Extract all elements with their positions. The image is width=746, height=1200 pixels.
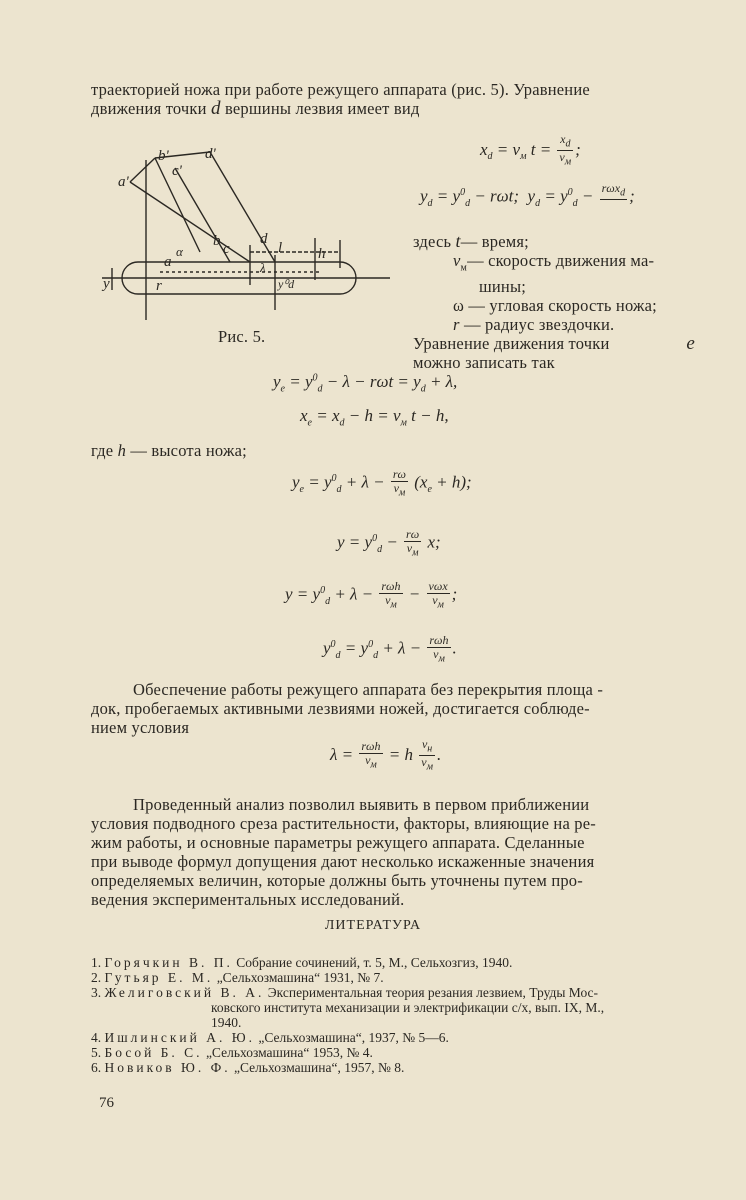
formula-y: $y = y^0_d$ − $\frac{r\omega}{v_м}$ x; (337, 527, 441, 559)
formula-lambda: λ = $\frac{\text{rωh}}{v_м}$ = h $\frac{v_н}{v_м}$ . (330, 737, 442, 773)
svg-text:y: y (103, 276, 110, 292)
formula-xe: $x_e = x_d - h = v_м$ t − h, (300, 406, 449, 429)
figure-caption: Рис. 5. (218, 327, 266, 346)
intro-text (91, 80, 701, 118)
svg-text:a: a (164, 254, 172, 270)
page-number: 76 (99, 1095, 114, 1111)
intro-line-1: траекторией ножа при работе режущего аппарата (рис. 5). Уравнение (91, 80, 590, 99)
ref-5: 5. Босой Б. С. „Сельхозмашина“ 1953, № 4. (91, 1045, 373, 1060)
svg-text:b': b' (158, 148, 169, 164)
svg-text:α: α (176, 244, 183, 259)
paragraph-1: Обеспечение работы режущего аппарата без перекрытия площа - док, пробегаемых активными лезвиями ножей, достигается соблюде- нием условия (91, 680, 604, 737)
formula-y-2: $y = y^0_d + \lambda$ − $\frac{\text{rωh}}{v_м}$ − $\frac{\text{vωx}}{v_м}$ ; (285, 579, 458, 611)
intro-line-2: движения точки d вершины лезвия имеет вид (91, 98, 420, 119)
knife-diagram (100, 140, 400, 330)
svg-text:d': d' (205, 146, 216, 162)
svg-text:c': c' (172, 163, 182, 179)
svg-text:r: r (156, 278, 162, 294)
figure-5 (100, 140, 400, 330)
ref-2: 2. Гутьяр Е. М. „Сельхозмашина“ 1931, № 7. (91, 970, 384, 985)
ref-6: 6. Новиков Ю. Ф. „Сельхозмашина“, 1957, № 8. (91, 1060, 405, 1075)
svg-text:l: l (278, 240, 283, 256)
svg-text:λ: λ (260, 260, 266, 275)
svg-text:b: b (213, 233, 221, 249)
references: 1. Горячкин В. П. Собрание сочинений, т. 5, М., Сельхозгиз, 1940. 2. Гутьяр Е. М. „Сельхозмашина“ 1931, № 7. 3. Желиговский В. А. Экспериментальная теория резания лезвием, Труды Мос- ковского института механизации и электрификации с/х, вып. IX, М., 1940. 4. Ишлинский А. Ю. „Сельхозмашина“, 1937, № 5—6. 5. Босой Б. С. „Сельхозмашина“ 1953, № 4. 6. Новиков Ю. Ф. „Сельхозмашина“, 1957, № 8. (91, 955, 701, 1075)
svg-text:a': a' (118, 174, 129, 190)
formula-yd0: $y^0_d = y^0_d + \lambda$ − $\frac{\text{rωh}}{v_м}$ . (323, 633, 457, 665)
formula-ye-2: $y_e = y^0_d + \lambda$ − $\frac{r\omega}{v_м}$ $(x_e + h)$; (292, 467, 472, 499)
svg-text:y⁰d: y⁰d (278, 277, 295, 291)
svg-text:c: c (223, 241, 230, 257)
paragraph-2: Проведенный анализ позволил выявить в первом приближении условия подводного среза растительности, факторы, влияющие на ре- жим работы, и основные параметры режущего аппарата. Сделанные при выводе формул допущения дают несколько искаженные значения определяемых величин, которые должны быть уточнены путем про- ведения экспериментальных исследований. (91, 795, 596, 909)
svg-text:d: d (260, 231, 268, 247)
where-h: где h — высота ножа; (91, 441, 247, 460)
formula-yd: $y_d = y^0_d - r\omega t$; $y_d = y^0_d$ − rωx$_d$ ; (420, 181, 635, 209)
formula-xd: $x_d = v_м$ t = $\frac{x_d}{v_м}$ ; (480, 132, 581, 168)
svg-text:h: h (318, 246, 326, 262)
ref-4: 4. Ишлинский А. Ю. „Сельхозмашина“, 1937, № 5—6. (91, 1030, 449, 1045)
formula-ye: $y_e = y^0_d - \lambda - r\omega t = y_d + \lambda$, (273, 372, 458, 395)
ref-3: 3. Желиговский В. А. Экспериментальная теория резания лезвием, Труды Мос- (91, 985, 599, 1000)
definitions: здесь t— время; $v_м—$ скорость движения ма- шины; ω — угловая скорость ножа; r — радиус звездочки. Уравнение движения точки e можно записать так (413, 231, 695, 373)
literature-heading: ЛИТЕРАТУРА (324, 918, 422, 933)
ref-1: 1. Горячкин В. П. Собрание сочинений, т. 5, М., Сельхозгиз, 1940. (91, 955, 513, 970)
